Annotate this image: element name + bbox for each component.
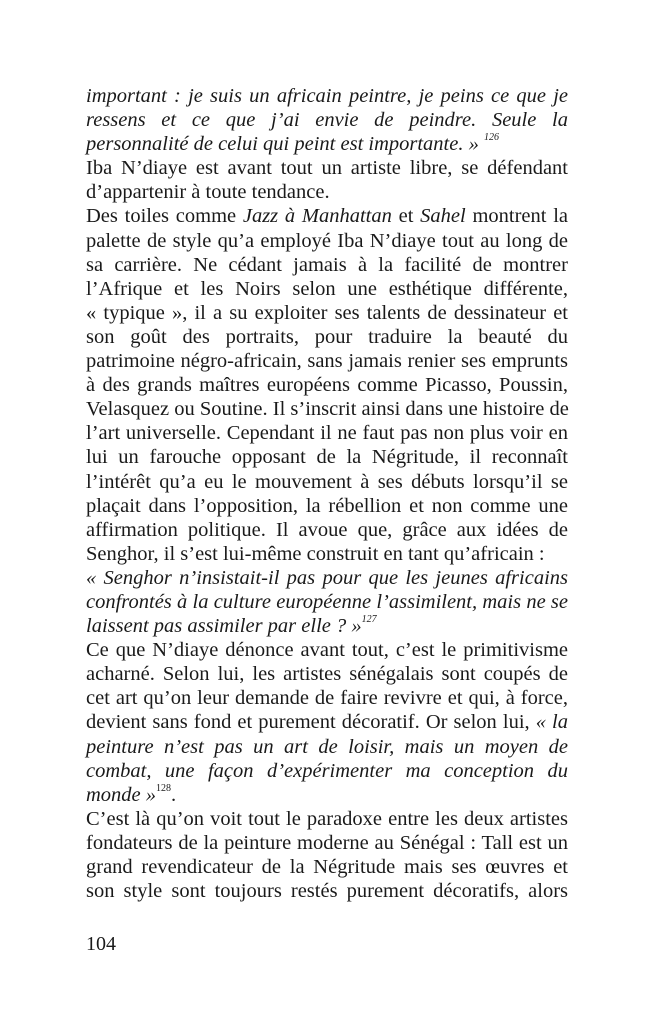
body-text: Senghor, il s’est lui-même construit en tant qu’africain : <box>86 542 545 565</box>
body-text: patrimoine négro-africain, sans jamais renier ses emprunts <box>86 350 568 373</box>
quote-text: personnalité de celui qui peint est importante. » <box>86 133 479 156</box>
body-text: « typique », il a su exploiter ses talents de dessinateur et <box>86 301 568 324</box>
text-line <box>86 204 568 228</box>
body-text: acharné. Selon lui, les artistes sénégalais sont coupés de <box>86 663 568 686</box>
body-text: Ce que N’diaye dénonce avant tout, c’est le primitivisme <box>86 639 568 662</box>
text-line <box>86 325 568 349</box>
body-text: Velasquez ou Soutine. Il s’inscrit ainsi dans une histoire de <box>86 398 569 421</box>
text-line <box>86 614 568 638</box>
text-line <box>86 301 568 325</box>
body-text: lui un farouche opposant de la Négritude, il reconnaît <box>86 446 568 469</box>
text-line <box>86 229 568 253</box>
artwork-title: Sahel <box>420 205 466 228</box>
body-text: cet art qu’on leur demande de faire revivre et qui, à force, <box>86 687 568 710</box>
footnote-ref: 126 <box>483 132 499 144</box>
body-text: fondateurs de la peinture moderne au Sénégal : Tall est un <box>86 831 568 854</box>
body-text: l’Afrique et les Noirs selon une esthétique différente, <box>86 277 568 300</box>
text-line <box>86 397 568 421</box>
text-line <box>86 84 568 108</box>
text-line <box>86 421 568 445</box>
text-line <box>86 108 568 132</box>
text-line <box>86 156 568 180</box>
body-text: . <box>171 783 177 806</box>
body-text: d’appartenir à toute tendance. <box>86 181 330 204</box>
quote-text: confrontés à la culture européenne l’assimilent, mais ne se <box>86 590 568 613</box>
quote-text: combat, une façon d’expérimenter ma conception du <box>86 759 568 782</box>
body-text: et <box>391 205 421 228</box>
body-text: son goût des portraits, pour traduire la beauté du <box>86 325 568 348</box>
text-line <box>86 542 568 566</box>
body-text: sa carrière. Ne cédant jamais à la facilité de montrer <box>86 253 568 276</box>
footnote-ref: 128 <box>156 782 172 794</box>
body-text: l’intérêt qu’a eu le mouvement à ses débuts lorsqu’il se <box>86 470 568 493</box>
text-line <box>86 253 568 277</box>
text-line <box>86 349 568 373</box>
page-body <box>86 84 568 903</box>
quote-text: monde » <box>86 783 157 806</box>
quote-text: peinture n’est pas un art de loisir, mais un moyen de <box>86 735 568 758</box>
body-text: grand revendicateur de la Négritude mais ses œuvres et <box>86 856 568 878</box>
body-text: plaçait dans l’opposition, la rébellion et non comme une <box>86 494 568 517</box>
body-text: son style sont toujours restés purement décoratifs, alors <box>86 880 568 903</box>
text-line <box>86 710 568 734</box>
body-text: montrent la <box>465 205 568 228</box>
text-line <box>86 831 568 855</box>
quote-text: « Senghor n’insistait-il pas pour que les jeunes africains <box>86 566 568 589</box>
body-text: Des toiles comme <box>86 205 243 228</box>
body-text: palette de style qu’a employé Iba N’diaye tout au long de <box>86 229 568 252</box>
text-line <box>86 686 568 710</box>
text-line <box>86 807 568 831</box>
text-line <box>86 180 568 204</box>
text-line <box>86 590 568 614</box>
text-line <box>86 662 568 686</box>
body-text: affirmation politique. Il avoue que, grâce aux idées de <box>86 518 568 541</box>
quote-text: ressens et ce que j’ai envie de peindre. Seule la <box>86 109 568 132</box>
text-line <box>86 518 568 542</box>
text-line <box>86 373 568 397</box>
footnote-ref: 127 <box>361 614 377 626</box>
body-text: Iba N’diaye est avant tout un artiste libre, se défendant <box>86 157 568 180</box>
text-line <box>86 470 568 494</box>
text-line <box>86 277 568 301</box>
artwork-title: Jazz à Manhattan <box>242 205 392 228</box>
body-text: à des grands maîtres européens comme Picasso, Poussin, <box>86 374 568 397</box>
text-line <box>86 783 568 807</box>
text-line <box>86 445 568 469</box>
quote-text: laissent pas assimiler par elle ? » <box>86 615 362 638</box>
text-line <box>86 879 568 903</box>
text-line <box>86 132 568 156</box>
text-line <box>86 759 568 783</box>
quote-text: important : je suis un africain peintre, je peins ce que je <box>86 85 568 107</box>
text-line <box>86 566 568 590</box>
text-line <box>86 638 568 662</box>
text-line <box>86 855 568 879</box>
body-text: devient sans fond et purement décoratif. Or selon lui, <box>86 711 536 734</box>
body-text: C’est là qu’on voit tout le paradoxe entre les deux artistes <box>86 807 568 830</box>
quote-text: « la <box>535 711 568 734</box>
text-line <box>86 494 568 518</box>
body-text: l’art universelle. Cependant il ne faut pas non plus voir en <box>86 422 568 445</box>
text-line <box>86 735 568 759</box>
page-number: 104 <box>86 933 116 955</box>
